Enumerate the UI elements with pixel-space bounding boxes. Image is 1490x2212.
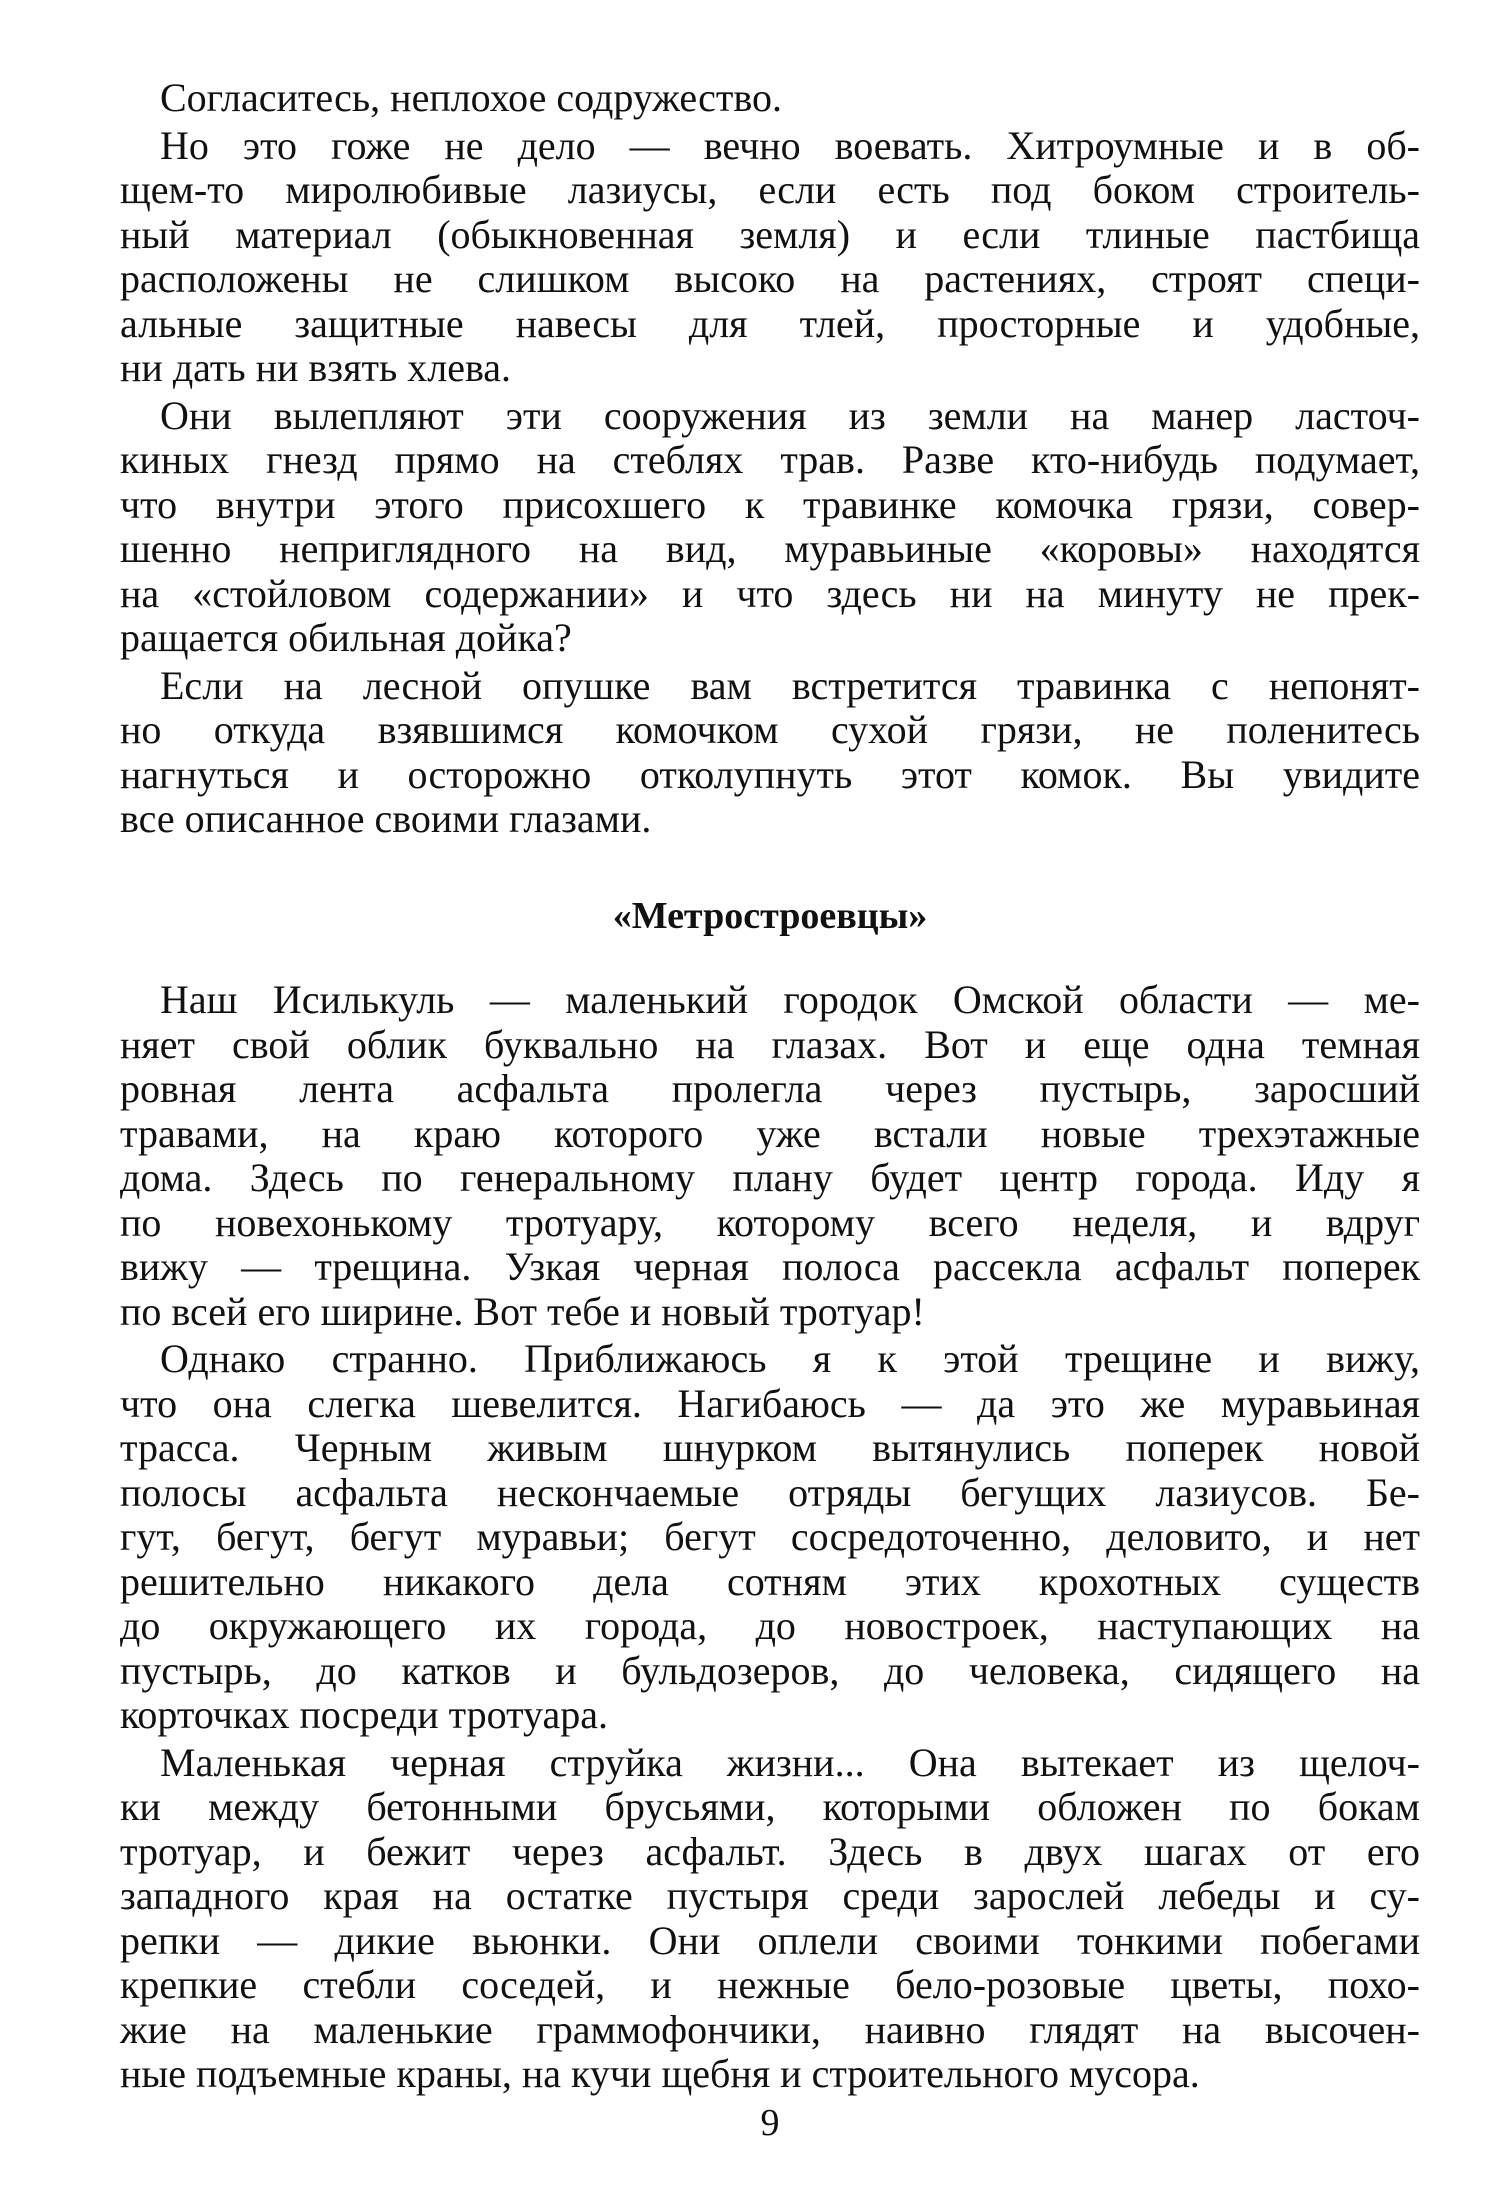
text-line: решительно никакого дела сотням этих крохотных существ xyxy=(120,1558,1420,1604)
text-line: ные подъемные краны, на кучи щебня и строительного мусора. xyxy=(120,2051,1200,2096)
text-line: по новехонькому тротуару, которому всего неделя, и вдруг xyxy=(120,1199,1420,1245)
paragraph xyxy=(120,1741,1420,2097)
text-line: ровная лента асфальта пролегла через пустырь, заросший xyxy=(120,1066,1420,1111)
paragraph xyxy=(120,394,1420,661)
text-line: дома. Здесь по генеральному плану будет центр города. Иду я xyxy=(120,1155,1420,1200)
text-line: шенно неприглядного на вид, муравьиные «коровы» находятся xyxy=(120,526,1420,571)
text-line: гут, бегут, бегут муравьи; бегут сосредоточенно, деловито, и нет xyxy=(120,1514,1420,1559)
text-line: Они вылепляют эти сооружения из земли на манер ласточ- xyxy=(160,392,1420,438)
text-line: Маленькая черная струйка жизни... Она вытекает из щелоч- xyxy=(160,1739,1420,1785)
text-line: пустырь, до катков и бульдозеров, до человека, сидящего на xyxy=(120,1647,1420,1693)
text-line: но откуда взявшимся комочком сухой грязи, не поленитесь xyxy=(120,707,1420,752)
paragraph xyxy=(120,1337,1420,1738)
text-line: все описанное своими глазами. xyxy=(120,796,652,841)
book-page xyxy=(120,73,1420,2145)
text-line: Но это гоже не дело — вечно воевать. Хитроумные и в об- xyxy=(160,122,1420,168)
text-line: ни дать ни взять хлева. xyxy=(120,345,512,390)
text-line: на «стойловом содержании» и что здесь ни на минуту не прек- xyxy=(120,570,1420,616)
text-line: Если на лесной опушке вам встретится травинка с непонят- xyxy=(160,662,1420,708)
text-line: Наш Исилькуль — маленький городок Омской области — ме- xyxy=(160,977,1420,1022)
paragraph xyxy=(120,664,1420,842)
text-line: нагнуться и осторожно отколупнуть этот комок. Вы увидите xyxy=(120,751,1420,797)
text-line: ный материал (обыкновенная земля) и если тлиные пастбища xyxy=(120,211,1420,257)
text-line: западного края на остатке пустыря среди зарослей лебеды и су- xyxy=(120,1873,1420,1918)
text-line: жие на маленькие граммофончики, наивно глядят на высочен- xyxy=(120,2006,1420,2052)
text-line: полосы асфальта нескончаемые отряды бегущих лазиусов. Бе- xyxy=(120,1469,1420,1515)
text-line: тротуар, и бежит через асфальт. Здесь в двух шагах от его xyxy=(120,1828,1420,1874)
paragraph xyxy=(120,978,1420,1334)
paragraph xyxy=(120,76,1420,121)
text-line: киных гнезд прямо на стеблях трав. Разве кто-нибудь подумает, xyxy=(120,437,1420,482)
text-line: что она слегка шевелится. Нагибаюсь — да это же муравьиная xyxy=(120,1380,1420,1426)
text-line: корточках посреди тротуара. xyxy=(120,1692,609,1737)
page-number: 9 xyxy=(760,2101,780,2144)
text-line: крепкие стебли соседей, и нежные бело-розовые цветы, похо- xyxy=(120,1962,1420,2007)
text-line: щем-то миролюбивые лазиусы, если есть под боком строитель- xyxy=(120,167,1420,212)
text-line: травами, на краю которого уже встали новые трехэтажные xyxy=(120,1110,1420,1156)
text-line: Согласитесь, неплохое содружество. xyxy=(160,75,783,120)
section-heading: «Метростроевцы» xyxy=(612,894,928,937)
text-line: вижу — трещина. Узкая черная полоса рассекла асфальт поперек xyxy=(120,1244,1420,1289)
text-line: трасса. Черным живым шнурком вытянулись поперек новой xyxy=(120,1425,1420,1470)
text-line: расположены не слишком высоко на растениях, строят специ- xyxy=(120,256,1420,301)
text-line: альные защитные навесы для тлей, просторные и удобные, xyxy=(120,300,1420,346)
paragraph xyxy=(120,124,1420,391)
text-line: до окружающего их города, до новостроек, наступающих на xyxy=(120,1603,1420,1648)
text-line: Однако странно. Приближаюсь я к этой трещине и вижу, xyxy=(160,1336,1420,1381)
text-line: по всей его ширине. Вот тебе и новый тротуар! xyxy=(120,1288,925,1334)
text-line: ращается обильная дойка? xyxy=(120,615,572,660)
text-line: ки между бетонными брусьями, которыми обложен по бокам xyxy=(120,1784,1420,1829)
text-line: что внутри этого присохшего к травинке комочка грязи, совер- xyxy=(120,481,1420,527)
text-line: репки — дикие вьюнки. Они оплели своими тонкими побегами xyxy=(120,1917,1420,1963)
text-line: няет свой облик буквально на глазах. Вот и еще одна темная xyxy=(120,1021,1420,1067)
